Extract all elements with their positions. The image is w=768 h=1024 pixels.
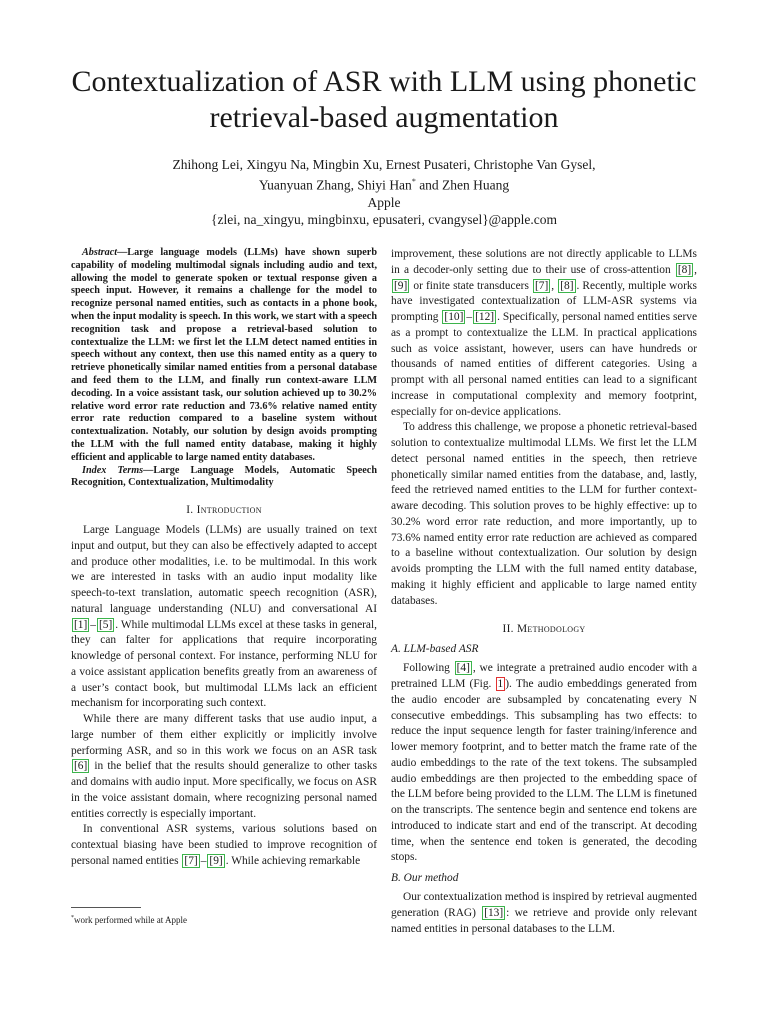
intro-paragraph-5: To address this challenge, we propose a phonetic retrieval-based solution to contextualize multimodal LLMs. We first let the LLM detect personal named entities in the speech, then retrieve phonetically similar named entities from the database, and, lastly, feed the retrieved named entities to the LLM for further context-aware decoding. This solution proves to be highly effective: up to 30.2% word error rate reduction, and more importantly, up to 73.6% named entity error rate reduction are achieved as compared to a baseline without contextualization. Our solution by design avoids prompting the LLM with the full named entity database, making it highly efficient and applicable to large named entity databases. bbox=[391, 421, 697, 607]
citation-link-7b[interactable]: [7] bbox=[534, 279, 549, 292]
affiliation: Apple bbox=[367, 194, 401, 210]
citation-link-1[interactable]: [1] bbox=[74, 618, 88, 631]
subsection-title-llm-asr: A. LLM-based ASR bbox=[391, 643, 479, 656]
citation-link-12[interactable]: [12] bbox=[475, 311, 495, 323]
footnote-mark: * bbox=[71, 915, 74, 921]
citation-link-8b[interactable]: [8] bbox=[560, 279, 574, 292]
citation-link-7[interactable]: [7] bbox=[184, 854, 198, 867]
citation-link-10[interactable]: [10] bbox=[444, 311, 464, 323]
footnote-text: work performed while at Apple bbox=[74, 915, 187, 925]
abstract-label: Abstract bbox=[82, 247, 118, 258]
author-line-1: Zhihong Lei, Xingyu Na, Mingbin Xu, Ernest Pusateri, Christophe Van Gysel, bbox=[172, 157, 596, 172]
intro-paragraph-4: improvement, these solutions are not directly applicable to LLMs in a decoder-only setting due to their use of cross-attention [8] , [9] or finite state transducers [7] , [8] . Recently, multiple works have investigated contextualization of LLM-ASR systems via prompting [10] – [12] . Specifically, personal named entities serve as a prompt to contextualize the LLM. In practical applications such as voice assistant, however, users can have hundreds or thousands of named entities of different categories. Using a prompt with all personal named entities can lead to a significant increase in computational complexity and memory footprint, especially for on-device applications. bbox=[391, 248, 697, 418]
abstract bbox=[71, 247, 377, 465]
abstract-text: —Large language models (LLMs) have shown superb capability of modeling multimodal signals including audio and text, allowing the model to generate spoken or textual response given a speech input. However, it remains a challenge for the model to recognize personal named entities, such as contacts in a phone book, when the input modality is speech. In this work, we start with a speech recognition task and propose a retrieval-based solution to contextualize the LLM: we first let the LLM detect named entities in speech without any context, then use this named entity as a query to retrieve phonetically similar named entities from a personal database and feed them to the LLM, and finally run context-aware LLM decoding. In a voice assistant task, our solution achieved up to 30.2% relative word error rate reduction and 73.6% relative named entity error rate reduction compared to a baseline system without contextualization. Notably, our solution by design avoids prompting the LLM with the full named entity database, making it highly efficient and applicable to large named entity databases. bbox=[71, 247, 377, 463]
footnote bbox=[71, 913, 371, 926]
intro-paragraph-2: While there are many different tasks that use audio input, a large number of them either explicitly or implicitly involve performing ASR, and so in this work we focus on an ASR task [6] in the belief that the results should generalize to other tasks and domains with audio input. More specifically, we focus on ASR in the voice assistant domain, where recognizing personal named entities correctly is especially important. bbox=[71, 713, 377, 820]
index-terms-text: —Large Language Models, Automatic Speech Recognition, Contextualization, Multimodality bbox=[71, 464, 377, 489]
author-block bbox=[40, 156, 728, 228]
left-column bbox=[71, 247, 377, 870]
section-title-methodology: II. Methodology bbox=[502, 623, 586, 636]
section-title-introduction: I. Introduction bbox=[186, 504, 262, 517]
author-line-2: Yuanyuan Zhang, Shiyi Han* and Zhen Huang bbox=[258, 177, 510, 193]
right-column bbox=[391, 247, 697, 937]
index-terms-label: Index Terms bbox=[82, 464, 144, 476]
citation-link-5[interactable]: [5] bbox=[99, 618, 113, 631]
intro-paragraph-1: Large Language Models (LLMs) are usually trained on text input and output, but they can also be effectively adapted to accept and produce other modalities, i.e. to be multimodal. In this work we are interested in tasks with an audio input modality like speech-to-text translation, automatic speech recognition (ASR), natural language understanding (NLU) and conversational AI [1] – [5] . While multimodal LLMs excel at these tasks in general, they can falter for applications that require incorporating knowledge of personal context. For instance, performing NLU for a voice assistant application benefits greatly from an awareness of a user’s contact book, but multimodal LLMs lack an efficient mechanism for incorporating such context. bbox=[71, 524, 377, 710]
method-paragraph-2: Our contextualization method is inspired by retrieval augmented generation (RAG) [13] : we retrieve and provide only relevant named entities in personal databases to the LLM. bbox=[391, 891, 697, 935]
index-terms bbox=[71, 465, 377, 491]
author-footnote-mark: * bbox=[411, 177, 416, 186]
paper-title: Contextualization of ASR with LLM using phonetic retrieval-based augmentation bbox=[71, 65, 697, 134]
figure-link-1[interactable]: 1 bbox=[497, 678, 504, 690]
author-emails: {zlei, na_xingyu, mingbinxu, epusateri, cvangysel}@apple.com bbox=[211, 211, 557, 227]
citation-link-4[interactable]: [4] bbox=[456, 662, 470, 675]
citation-link-8[interactable]: [8] bbox=[677, 263, 692, 276]
subsection-title-our-method: B. Our method bbox=[391, 872, 459, 884]
footnote-divider bbox=[71, 907, 141, 908]
intro-paragraph-3: In conventional ASR systems, various solutions based on contextual biasing have been studied to improve recognition of personal named entities [7] – [9] . While achieving remarkable bbox=[71, 823, 377, 867]
method-paragraph-1: Following [4] , we integrate a pretrained audio encoder with a pretrained LLM (Fig. 1 ). The audio embeddings generated from the audio encoder are subsampled by concatenating every N consecutive embeddings. This subsampling has two effects: to reduce the input sequence length for faster training/inference and lower memory footprint, and to better match the frame rate of the audio embeddings to the rate of the text tokens. The subsampled audio embeddings are then projected to the embedding space of the LLM before being provided to the LLM. The LLM is finetuned on the transcripts. The sentence begin and sentence end tokens are introduced to indicate start and end of the transcript. At decoding time, when the sentence end token is generated, the decoding stops. bbox=[391, 662, 698, 864]
citation-link-13[interactable]: [13] bbox=[484, 906, 504, 919]
citation-link-6[interactable]: [6] bbox=[74, 760, 88, 773]
citation-link-9b[interactable]: [9] bbox=[394, 279, 408, 292]
citation-link-9[interactable]: [9] bbox=[209, 854, 223, 867]
